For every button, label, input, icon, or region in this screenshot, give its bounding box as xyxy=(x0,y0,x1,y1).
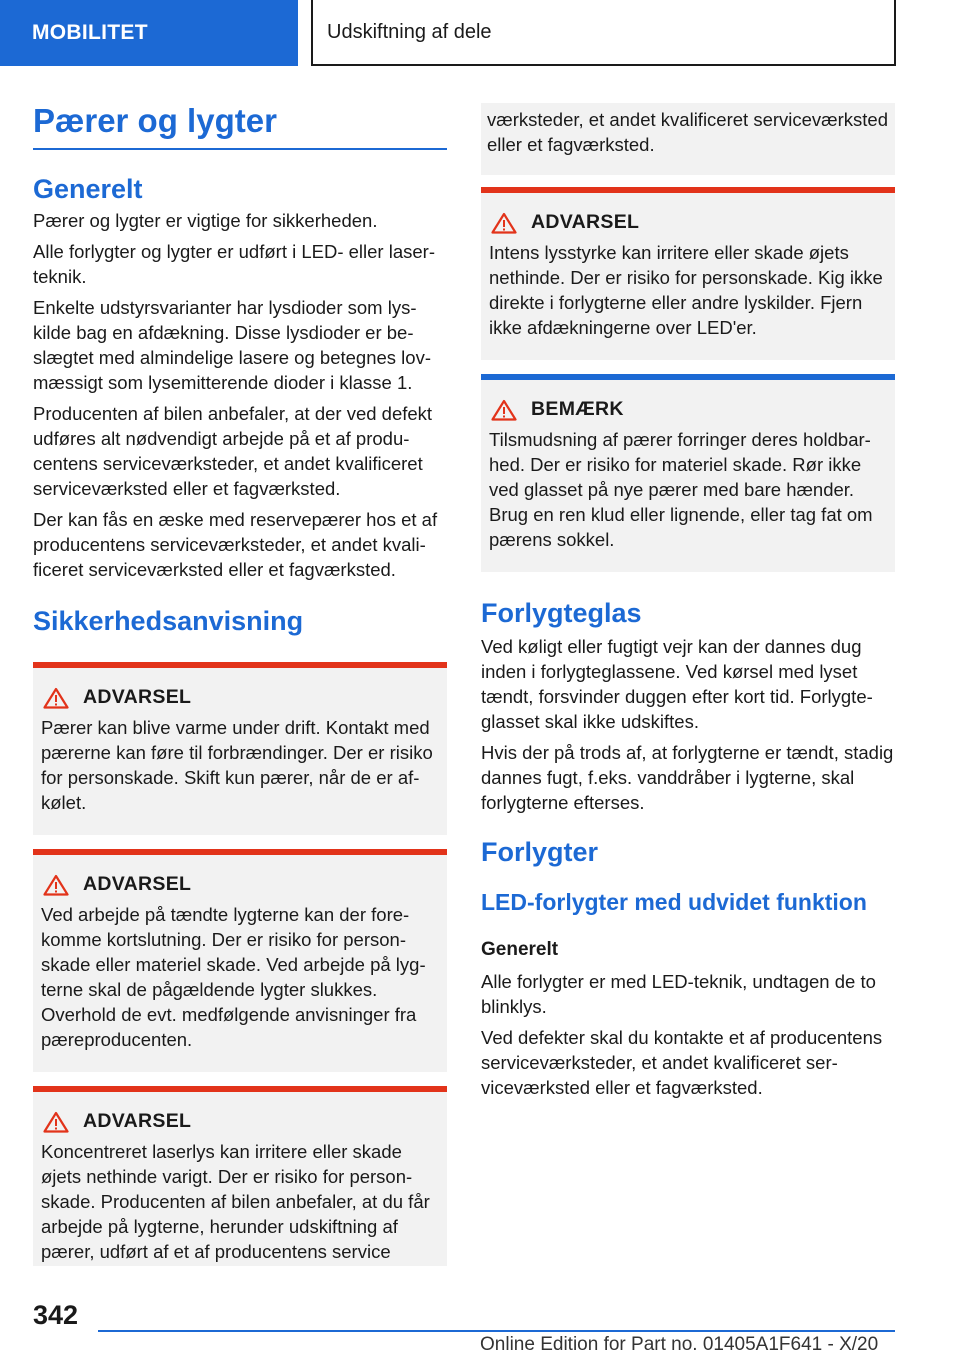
continued-box xyxy=(481,103,895,175)
warning-text: Intens lysstyrke kan irritere eller skade øjets nethinde. Der er risiko for personskade. Kig ikke direkte i forlygterne eller andre lyskilder. Fjern ikke afdækningerne over LED'er. xyxy=(489,242,883,338)
continued-text: værksteder, et andet kvalificeret serviceværksted eller et fagværksted. xyxy=(487,109,888,155)
warning-label: ADVARSEL xyxy=(83,873,192,895)
notice-label: BEMÆRK xyxy=(531,398,624,420)
footer-rule xyxy=(98,1330,895,1332)
notice-text: Tilsmudsning af pærer forringer deres holdbarhed. Der er risiko for materiel skade. Rør ikke ved glasset på nye pærer med bare hænder. Brug en ren klud eller lignende, eller tag fat om pærens sokkel. xyxy=(489,429,873,550)
warning-box xyxy=(33,849,447,1072)
warning-triangle-icon xyxy=(43,874,69,896)
warning-triangle-icon xyxy=(43,1111,69,1133)
warning-text: Ved arbejde på tændte lygterne kan der forekomme kortslutning. Der er risiko for personskade eller materiel skade. Ved arbejde på lygterne skal de pågældende lygter slukkes. Overhold de evt. medfølgende anvisninger fra pæreproducenten. xyxy=(41,904,426,1050)
notice-box xyxy=(481,374,895,572)
general-heading: Generelt xyxy=(33,174,143,204)
paragraph: Ved køligt eller fugtigt vejr kan der dannes dug inden i forlygteglassene. Ved kørsel med lyset tændt, forsvinder duggen efter kort tid. Forlygteglasset skal ikke udskiftes. xyxy=(481,636,873,732)
paragraph: Ved defekter skal du kontakte et af producentens serviceværksteder, et andet kvalificeret serviceværksted eller et fagværksted. xyxy=(481,1027,883,1098)
page-title: Pærer og lygter xyxy=(33,100,447,150)
left-column xyxy=(33,100,447,1266)
warning-triangle-icon xyxy=(491,212,517,234)
warning-text: Koncentreret laserlys kan irritere eller skade øjets nethinde varigt. Der er risiko for personskade. Producenten af bilen anbefaler, at du får arbejde på lygterne, herunder udskiftning af pærer, udført af et af producentens service xyxy=(41,1141,430,1262)
right-column xyxy=(481,103,895,1106)
warning-box xyxy=(481,187,895,360)
chapter-label: MOBILITET xyxy=(32,21,148,44)
section-tab xyxy=(311,0,896,66)
paragraph: Alle forlygter og lygter er udført i LED- eller laserteknik. xyxy=(33,241,436,287)
chapter-tab xyxy=(0,0,298,66)
led-heading: LED-forlygter med udvidet funktion xyxy=(481,889,867,915)
warning-label: ADVARSEL xyxy=(531,211,640,233)
warning-label: ADVARSEL xyxy=(83,686,192,708)
paragraph: Pærer og lygter er vigtige for sikkerheden. xyxy=(33,210,378,231)
led-general-heading: Generelt xyxy=(481,939,559,960)
paragraph: Hvis der på trods af, at forlygterne er tændt, stadig dannes fugt, f.eks. vanddråber i lygterne, skal forlygterne efterses. xyxy=(481,742,894,813)
page-number: 342 xyxy=(33,1300,79,1330)
warning-label: ADVARSEL xyxy=(83,1110,192,1132)
safety-heading: Sikkerhedsanvisning xyxy=(33,606,304,636)
warning-triangle-icon xyxy=(43,687,69,709)
warning-text: Pærer kan blive varme under drift. Kontakt med pærerne kan føre til forbrændinger. Der er risiko for personskade. Skift kun pærer, når de er afkølet. xyxy=(41,717,433,813)
warning-triangle-icon xyxy=(491,399,517,421)
glass-heading: Forlygteglas xyxy=(481,598,642,628)
section-label: Udskiftning af dele xyxy=(327,20,492,43)
warning-box xyxy=(33,662,447,835)
headlights-heading: Forlygter xyxy=(481,837,599,867)
paragraph: Alle forlygter er med LED-teknik, undtagen de to blinklys. xyxy=(481,971,876,1017)
edition-text: Online Edition for Part no. 01405A1F641 - X/20 xyxy=(480,1334,879,1355)
paragraph: Der kan fås en æske med reservepærer hos et af producentens serviceværksteder, et andet kvalificeret serviceværksted eller et fagværksted. xyxy=(33,509,438,580)
warning-box xyxy=(33,1086,447,1266)
paragraph: Enkelte udstyrsvarianter har lysdioder som lyskilde bag en afdækning. Disse lysdioder er beslægtet med almindelige lasere og betegnes lovmæssigt som lysemitterende dioder i klasse 1. xyxy=(33,297,431,393)
paragraph: Producenten af bilen anbefaler, at der ved defekt udføres alt nødvendigt arbejde på et af producentens serviceværksteder, et andet kvalificeret serviceværksted eller et fagværksted. xyxy=(33,403,433,499)
